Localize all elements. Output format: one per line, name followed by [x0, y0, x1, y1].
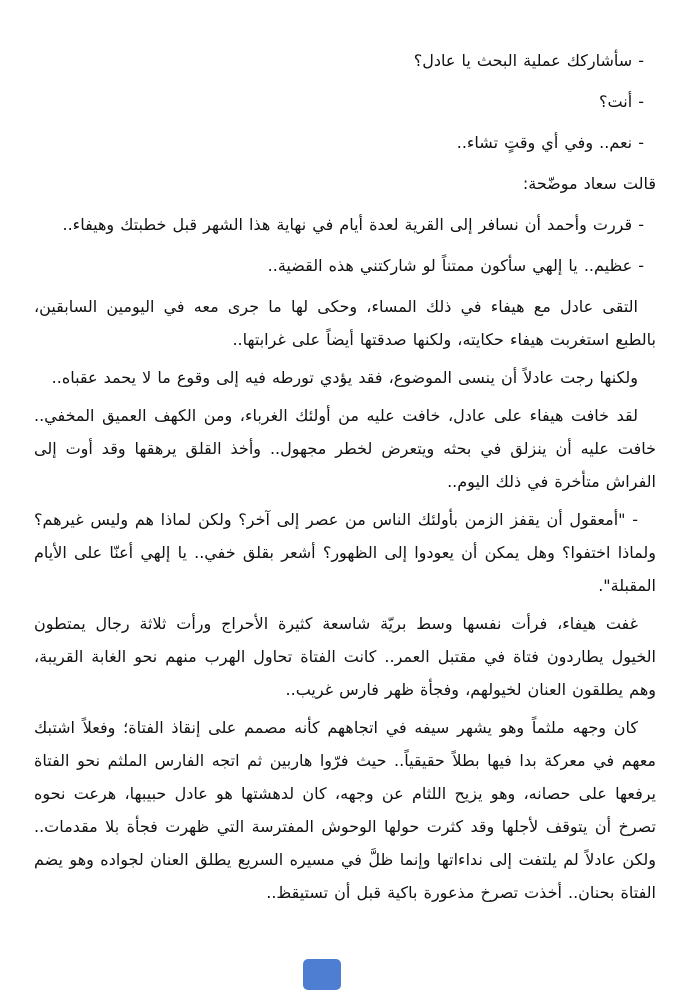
- body-paragraph: ولكنها رجت عادلاً أن ينسى الموضوع، فقد يؤدي تورطه فيه إلى وقوع ما لا يحمد عقباه..: [51, 368, 638, 387]
- body-paragraph: لقد خافت هيفاء على عادل، خافت عليه من أولئك الغرباء، ومن الكهف العميق المخفي.. خافت عليه أن ينزلق في بحثه ويتعرض لخطر مجهول.. وأخذ القلق يرهقها وقد أوت إلى الفراش متأخرة في ذلك اليوم..: [34, 406, 656, 491]
- dialogue-line: - أنت؟: [599, 92, 644, 111]
- narration-line: قالت سعاد موضّحة:: [522, 174, 656, 193]
- dialogue-line: - نعم.. وفي أي وقتٍ تشاء..: [456, 133, 644, 152]
- dialogue-line: - قررت وأحمد أن نسافر إلى القرية لعدة أيام في نهاية هذا الشهر قبل خطبتك وهيفاء..: [62, 215, 644, 234]
- body-paragraph: التقى عادل مع هيفاء في ذلك المساء، وحكى لها ما جرى معه في اليومين السابقين، بالطبع استغربت هيفاء حكايته، ولكنها صدقتها أيضاً على غرابتها..: [34, 297, 656, 349]
- body-paragraph: - "أمعقول أن يقفز الزمن بأولئك الناس من عصر إلى آخر؟ ولكن لماذا هم وليس غيرهم؟ ولماذا اختفوا؟ وهل يمكن أن يعودوا إلى الظهور؟ أشعر بقلق خفي.. يا إلهي أعنّا على الأيام المقبلة".: [34, 510, 656, 595]
- dialogue-line: - عظيم.. يا إلهي سأكون ممتناً لو شاركتني هذه القضية..: [267, 256, 644, 275]
- body-paragraph: كان وجهه ملثماً وهو يشهر سيفه في اتجاههم كأنه مصمم على إنقاذ الفتاة؛ وفعلاً اشتبك معهم في معركة بدا فيها بطلاً حقيقياً.. حيث فرّوا هاربين ثم اتجه الفارس الملثم نحو الفتاة يرفعها على حصانه، وهو يزيح اللثام عن وجهه، كان لدهشتها هو عادل حبيبها، هرعت نحوه تصرخ أن يتوقف لأجلها وقد كثرت حولها الوحوش المفترسة التي ظهرت فجأة بلا مقدمات.. ولكن عادلاً لم يلتفت إلى نداءاتها وإنما ظلَّ في مسيره السريع يطلق العنان لجواده وهو يضم الفتاة بحنان.. أخذت تصرخ مذعورة باكية قبل أن تستيقظ..: [34, 718, 656, 902]
- dialogue-line: - سأشاركك عملية البحث يا عادل؟: [413, 51, 644, 70]
- publisher-badge: [303, 959, 341, 990]
- body-paragraph: غفت هيفاء، فرأت نفسها وسط بريّة شاسعة كثيرة الأحراج ورأت ثلاثة رجال يمتطون الخيول يطاردون فتاة في مقتبل العمر.. كانت الفتاة تحاول الهرب منهم نحو الغابة القريبة، وهم يطلقون العنان لخيولهم، وفجأة ظهر فارس غريب..: [34, 614, 656, 699]
